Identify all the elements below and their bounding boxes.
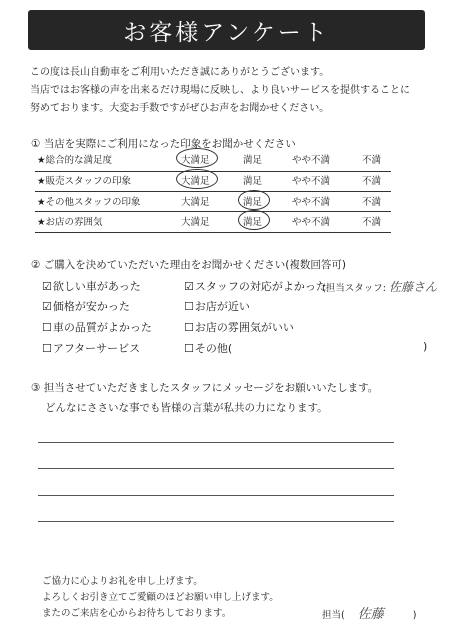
rating-option[interactable]: 満足 xyxy=(243,155,263,166)
message-line[interactable] xyxy=(38,442,394,443)
rating-row-label: ★その他スタッフの印象 xyxy=(37,197,141,208)
row-divider xyxy=(35,191,391,192)
checked-box-icon[interactable]: ☑ xyxy=(42,300,52,313)
selection-circle xyxy=(238,190,270,210)
staff-label xyxy=(322,278,437,295)
reason-checkbox-item[interactable] xyxy=(184,298,250,314)
reason-checkbox-item[interactable] xyxy=(184,278,327,294)
checkbox-icon[interactable]: ☐ xyxy=(184,300,194,313)
reason-checkbox-item[interactable] xyxy=(42,319,152,335)
rating-row-label: ★販売スタッフの印象 xyxy=(37,176,132,187)
intro-line-2: 当店ではお客様の声を出来るだけ現場に反映し、より良いサービスを提供することに xyxy=(30,85,410,96)
reason-checkbox-item[interactable] xyxy=(42,278,141,294)
selection-circle xyxy=(238,210,270,230)
reason-label: その他( xyxy=(194,342,233,355)
reason-label: スタッフの対応がよかった xyxy=(194,280,327,293)
row-divider xyxy=(35,232,391,233)
rating-option[interactable]: 大満足 xyxy=(181,155,210,166)
tanto-label: 担当( xyxy=(322,610,345,621)
reason-label: 欲しい車があった xyxy=(52,280,141,293)
reason-label: アフターサービス xyxy=(52,342,141,355)
footer-line-2: よろしくお引き立てご愛顧のほどお願い申し上げます。 xyxy=(42,592,279,603)
q2-heading: ② ご購入を決めていただいた理由をお聞かせください(複数回答可) xyxy=(31,259,346,271)
other-close-paren: ) xyxy=(423,340,428,353)
selection-circle xyxy=(176,169,218,189)
staff-name-handwritten: 佐藤さん xyxy=(388,280,437,294)
rating-option[interactable]: 満足 xyxy=(243,176,263,187)
footer-line-3: またのご来店を心からお待ちしております。 xyxy=(42,608,232,619)
rating-option[interactable]: やや不満 xyxy=(292,197,331,208)
message-line[interactable] xyxy=(38,495,394,496)
rating-row-label: ★総合的な満足度 xyxy=(37,155,113,166)
reason-label: 価格が安かった xyxy=(52,300,130,313)
staff-label-text: (担当スタッフ: xyxy=(322,283,386,294)
checkbox-icon[interactable]: ☐ xyxy=(184,342,194,355)
checkbox-icon[interactable]: ☐ xyxy=(42,321,52,334)
reason-checkbox-item[interactable] xyxy=(42,340,140,356)
rating-option[interactable]: 不満 xyxy=(362,197,382,208)
rating-option[interactable]: 不満 xyxy=(362,155,382,166)
q3-subtext: どんなにささいな事でも皆様の言葉が私共の力になります。 xyxy=(45,402,328,414)
footer-line-1: ご協力に心よりお礼を申し上げます。 xyxy=(42,576,203,587)
tanto-name-handwritten: 佐藤 xyxy=(357,607,384,622)
message-line[interactable] xyxy=(38,521,394,522)
tanto-close-paren: ) xyxy=(412,610,417,621)
rating-option[interactable]: 大満足 xyxy=(181,217,210,228)
page-title: お客様アンケート xyxy=(28,10,425,50)
rating-option[interactable]: 大満足 xyxy=(181,197,210,208)
checkbox-icon[interactable]: ☐ xyxy=(42,342,52,355)
checked-box-icon[interactable]: ☑ xyxy=(184,280,194,293)
rating-option[interactable]: 満足 xyxy=(243,197,263,208)
q3-heading: ③ 担当させていただきましたスタッフにメッセージをお願いいたします。 xyxy=(31,382,379,394)
rating-option[interactable]: 満足 xyxy=(243,217,263,228)
message-line[interactable] xyxy=(38,468,394,469)
rating-option[interactable]: 大満足 xyxy=(181,176,210,187)
rating-option[interactable]: やや不満 xyxy=(292,176,331,187)
reason-label: お店が近い xyxy=(194,300,250,313)
rating-option[interactable]: やや不満 xyxy=(292,155,331,166)
intro-line-1: この度は長山自動車をご利用いただき誠にありがとうございます。 xyxy=(30,67,330,78)
tanto-signature xyxy=(322,603,417,622)
rating-row-label: ★お店の雰囲気 xyxy=(37,217,103,228)
selection-circle xyxy=(176,148,218,168)
reason-label: 車の品質がよかった xyxy=(52,321,152,334)
checked-box-icon[interactable]: ☑ xyxy=(42,280,52,293)
reason-checkbox-item[interactable] xyxy=(184,319,294,335)
rating-option[interactable]: やや不満 xyxy=(292,217,331,228)
checkbox-icon[interactable]: ☐ xyxy=(184,321,194,334)
row-divider xyxy=(35,211,391,212)
reason-label: お店の雰囲気がいい xyxy=(194,321,294,334)
reason-checkbox-item[interactable] xyxy=(42,298,130,314)
reason-checkbox-item[interactable] xyxy=(184,340,232,356)
q1-heading: ① 当店を実際にご利用になった印象をお聞かせください xyxy=(31,138,296,150)
rating-option[interactable]: 不満 xyxy=(362,176,382,187)
rating-option[interactable]: 不満 xyxy=(362,217,382,228)
intro-line-3: 努めております。大変お手数ですがぜひお声をお聞かせください。 xyxy=(30,103,330,114)
